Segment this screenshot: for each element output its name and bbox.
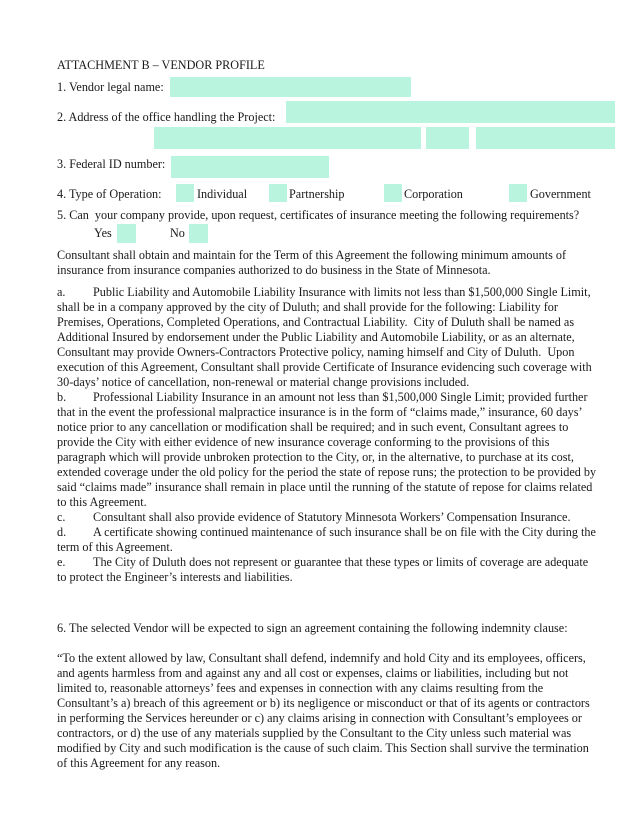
insurance-no-label: No xyxy=(170,226,185,240)
operation-individual-checkbox[interactable] xyxy=(176,184,194,202)
requirement-text: A certificate showing continued maintenance of such insurance shall be on file with the City during the term of this Agreement. xyxy=(57,525,596,554)
requirement-item-a xyxy=(57,285,597,390)
requirement-letter: b. xyxy=(57,390,67,404)
operation-partnership-label: Partnership xyxy=(289,187,345,201)
requirement-letter: d. xyxy=(57,525,67,539)
federal-id-label: 3. Federal ID number: xyxy=(57,157,166,171)
requirement-letter: a. xyxy=(57,285,66,299)
office-address-line1-field[interactable] xyxy=(286,101,615,123)
indemnity-question-label: 6. The selected Vendor will be expected to sign an agreement containing the following indemnity clause: xyxy=(57,621,568,635)
vendor-name-label: 1. Vendor legal name: xyxy=(57,80,164,94)
requirement-item-c xyxy=(57,510,597,525)
requirement-text: Public Liability and Automobile Liability Insurance with limits not less than $1,500,000 Single Limit, shall be in a company approved by the city of Duluth; and shall provide for the following: Liability for Premises, Operations, Completed Operations, and Contractual Liability. City of Duluth shall be named as Additional Insured by endorsement under the Public Liability and Automobile Liability, or as an alternate, Consultant may provide Owners-Contractors Protective policy, naming himself and City of Duluth. Upon execution of this Agreement, Consultant shall provide Certificate of Insurance evidencing such coverage with 30-days’ notice of cancellation, non-renewal or material change provisions included. xyxy=(57,285,592,389)
vendor-name-field[interactable] xyxy=(170,77,411,97)
operation-corporation-label: Corporation xyxy=(404,187,463,201)
operation-corporation-checkbox[interactable] xyxy=(384,184,402,202)
operation-government-label: Government xyxy=(530,187,591,201)
office-address-zip-field[interactable] xyxy=(476,127,615,149)
office-address-state-field[interactable] xyxy=(426,127,469,149)
requirement-text: The City of Duluth does not represent or guarantee that these types or limits of coverage are adequate to protect the Engineer’s interests and liabilities. xyxy=(57,555,589,584)
insurance-no-checkbox[interactable] xyxy=(189,224,208,243)
requirement-item-d xyxy=(57,525,597,555)
operation-partnership-checkbox[interactable] xyxy=(269,184,287,202)
operation-individual-label: Individual xyxy=(197,187,248,201)
requirement-text: Professional Liability Insurance in an amount not less than $1,500,000 Single Limit; provided further that in the event the professional malpractice insurance is in the form of “claims made,” insurance, 60 days’ notice prior to any cancellation or modification shall be required; and in such event, Consultant agrees to provide the City with either evidence of new insurance coverage conforming to the provisions of this paragraph which will provide unbroken protection to the City, or, in the alternative, to purchase at its cost, extended coverage under the old policy for the period the state of repose runs; the protection to be provided by said “claims made” insurance shall remain in place until the running of the statute of repose for claims related to this Agreement. xyxy=(57,390,597,509)
federal-id-field[interactable] xyxy=(171,156,329,178)
requirement-item-b xyxy=(57,390,597,510)
insurance-yes-label: Yes xyxy=(94,226,112,240)
page-title: ATTACHMENT B – VENDOR PROFILE xyxy=(57,58,265,72)
requirement-text: Consultant shall also provide evidence of Statutory Minnesota Workers’ Compensation Insurance. xyxy=(93,510,571,524)
requirement-item-e xyxy=(57,555,597,585)
requirement-letter: c. xyxy=(57,510,66,524)
insurance-yes-checkbox[interactable] xyxy=(117,224,136,243)
insurance-intro-paragraph: Consultant shall obtain and maintain for the Term of this Agreement the following minimum amounts of insurance from insurance companies authorized to do business in the State of Minnesota. xyxy=(57,248,567,277)
insurance-question-label: 5. Can your company provide, upon request, certificates of insurance meeting the following requirements? xyxy=(57,208,580,222)
office-address-label: 2. Address of the office handling the Project: xyxy=(57,110,276,124)
requirement-letter: e. xyxy=(57,555,66,569)
indemnity-clause-paragraph: “To the extent allowed by law, Consultant shall defend, indemnify and hold City and its employees, officers, and agents harmless from and against any and all cost or expenses, claims or liabilities, including but not limited to, reasonable attorneys’ fees and expenses in connection with any claims resulting from the Consultant’s a) breach of this agreement or b) its negligence or misconduct or that of its agents or contractors in performing the Services hereunder or c) any claims arising in connection with Consultant’s employees or contractors, or d) the use of any materials supplied by the Consultant to the City unless such material was modified by City and such modification is the cause of such claim. This Section shall survive the termination of this Agreement for any reason. xyxy=(57,651,590,770)
operation-government-checkbox[interactable] xyxy=(509,184,527,202)
office-address-street-field[interactable] xyxy=(154,127,421,149)
operation-type-label: 4. Type of Operation: xyxy=(57,187,162,201)
